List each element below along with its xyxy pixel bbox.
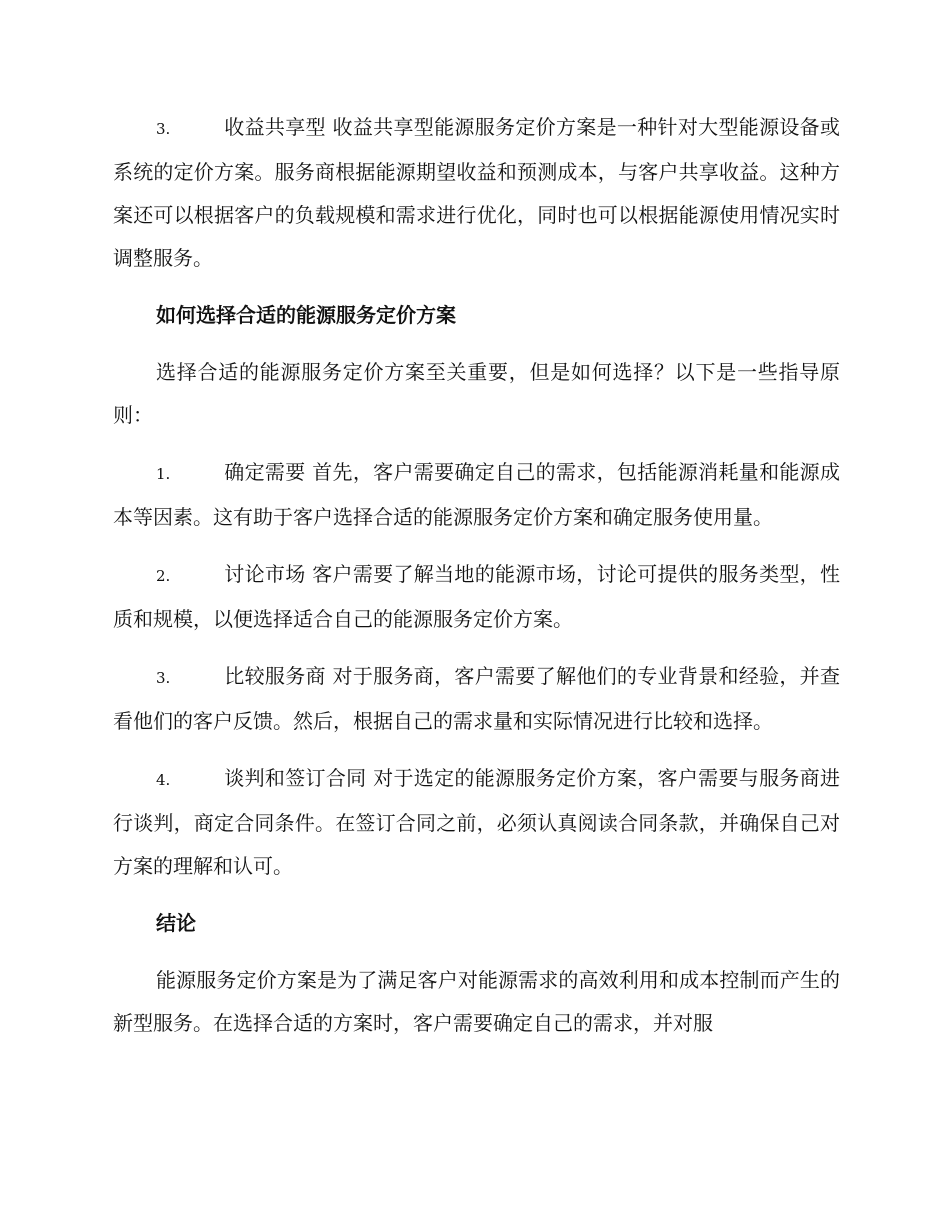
list-item-text: 比较服务商 对于服务商，客户需要了解他们的专业背景和经验，并查看他们的客户反馈。然后，根据自己的需求量和实际情况进行比较和选择。 (113, 664, 840, 733)
intro-paragraph: 选择合适的能源服务定价方案至关重要，但是如何选择？以下是一些指导原则： (113, 360, 840, 427)
list-number: 1. (156, 465, 171, 483)
section-heading-conclusion: 结论 (156, 911, 196, 935)
list-number: 4. (156, 771, 171, 789)
list-number: 3. (156, 669, 171, 687)
conclusion-paragraph: 能源服务定价方案是为了满足客户对能源需求的高效利用和成本控制而产生的新型服务。在选择合适的方案时，客户需要确定自己的需求，并对服 (113, 968, 840, 1035)
list-item-text: 讨论市场 客户需要了解当地的能源市场，讨论可提供的服务类型，性质和规模，以便选择适合自己的能源服务定价方案。 (113, 562, 840, 631)
list-item-guideline-1 (113, 451, 840, 539)
list-item-guideline-2 (113, 553, 840, 641)
section-heading-how-to-choose: 如何选择合适的能源服务定价方案 (156, 303, 456, 327)
list-item-revenue-sharing (113, 106, 840, 280)
list-item-text: 确定需要 首先，客户需要确定自己的需求，包括能源消耗量和能源成本等因素。这有助于客户选择合适的能源服务定价方案和确定服务使用量。 (113, 460, 840, 529)
list-item-guideline-3 (113, 655, 840, 743)
list-item-guideline-4 (113, 757, 840, 888)
list-number: 2. (156, 567, 171, 585)
list-item-text: 收益共享型 收益共享型能源服务定价方案是一种针对大型能源设备或系统的定价方案。服务商根据能源期望收益和预测成本，与客户共享收益。这种方案还可以根据客户的负载规模和需求进行优化，同时也可以根据能源使用情况实时调整服务。 (113, 115, 840, 270)
list-number: 3. (156, 120, 171, 138)
list-item-text: 谈判和签订合同 对于选定的能源服务定价方案，客户需要与服务商进行谈判，商定合同条件。在签订合同之前，必须认真阅读合同条款，并确保自己对方案的理解和认可。 (113, 766, 840, 878)
document-page (113, 106, 840, 1059)
